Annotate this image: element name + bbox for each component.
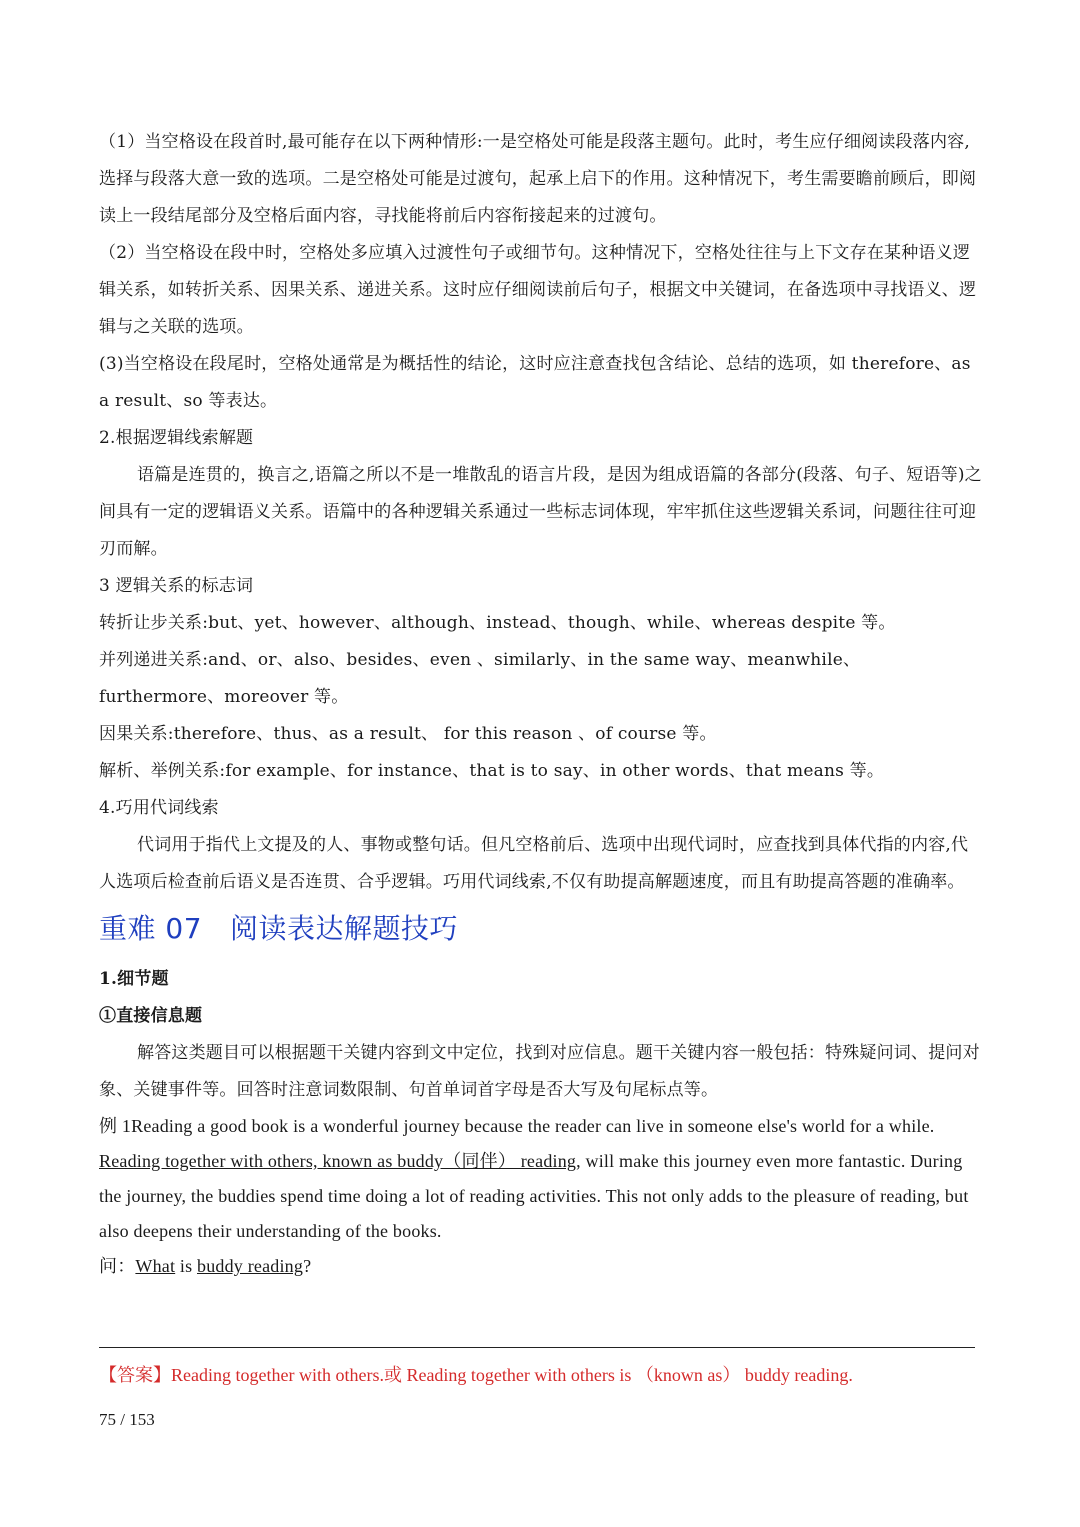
paragraph-logic-clues: 语篇是连贯的，换言之,语篇之所以不是一堆散乱的语言片段，是因为组成语篇的各部分(段落、句子、短语等)之间具有一定的逻辑语义关系。语篇中的各种逻辑关系通过一些标志词体现，牢牢抓住这些逻辑关系词，问题往往可迎刃而解。 [99, 465, 982, 559]
paragraph-pronoun-clues: 代词用于指代上文提及的人、事物或整句话。但凡空格前后、选项中出现代词时，应查找到具体代指的内容,代人选项后检查前后语义是否连贯、合乎逻辑。巧用代词线索,不仅有助提高解题速度，而且有助提高答题的准确率。 [99, 835, 969, 892]
paragraph-position-middle: （2）当空格设在段中时，空格处多应填入过渡性句子或细节句。这种情况下，空格处往往与上下文存在某种语义逻辑关系，如转折关系、因果关系、递进关系。这时应仔细阅读前后句子，根据文中关键词，在备选项中寻找语义、逻辑与之关联的选项。 [99, 243, 977, 337]
example-sentence-1: Reading a good book is a wonderful journey because the reader can live in someone else's world for a while. [131, 1116, 935, 1136]
subheading-pronoun-clues: 4.巧用代词线索 [99, 798, 219, 818]
example-passage [99, 1109, 983, 1249]
paragraph-direct-info: 解答这类题目可以根据题干关键内容到文中定位，找到对应信息。题干关键内容一般包括：特殊疑问词、提问对象、关键事件等。回答时注意词数限制、句首单词首字母是否大写及句尾标点等。 [99, 1043, 980, 1100]
marker-words-cause: 因果关系:therefore、thus、as a result、 for this reason 、of course 等。 [99, 724, 717, 744]
marker-words-example: 解析、举例关系:for example、for instance、that is to say、in other words、that means 等。 [99, 761, 885, 781]
section-heading [99, 909, 983, 949]
marker-words-progression: 并列递进关系:and、or、also、besides、even 、similarly、in the same way、meanwhile、furthermore、moreover 等。 [99, 650, 861, 707]
example-underlined-phrase: Reading together with others, known as buddy（同伴） reading [99, 1151, 577, 1171]
paragraph-position-start: （1）当空格设在段首时,最可能存在以下两种情形:一是空格处可能是段落主题句。此时，考生应仔细阅读段落内容,选择与段落大意一致的选项。二是空格处可能是过渡句，起承上启下的作用。这种情况下，考生需要瞻前顾后，即阅读上一段结尾部分及空格后面内容，寻找能将前后内容衔接起来的过渡句。 [99, 132, 977, 226]
question-word-what: What [135, 1256, 176, 1276]
subheading-logic-clues: 2.根据逻辑线索解题 [99, 428, 254, 448]
section-title: 阅读表达解题技巧 [230, 912, 459, 945]
subheading-marker-words: 3 逻辑关系的标志词 [99, 576, 254, 596]
subheading-direct-info: ①直接信息题 [99, 1006, 203, 1026]
paragraph-position-end: (3)当空格设在段尾时，空格处通常是为概括性的结论，这时应注意查找包含结论、总结的选项，如 therefore、as a result、so 等表达。 [99, 354, 971, 411]
example-prefix: 例 1 [99, 1116, 132, 1136]
example-question [99, 1249, 983, 1284]
example-sentence-2: , will make this journey even more fantastic. During the journey, the buddies spend time doing a lot of reading activities. This not only adds to the pleasure of reading, but also deepens their understanding of the books. [99, 1151, 969, 1241]
question-prefix: 问： [99, 1256, 136, 1276]
subheading-detail-questions: 1.细节题 [99, 969, 169, 989]
section-number: 重难 07 [99, 912, 203, 945]
question-word-is: is [175, 1256, 197, 1276]
question-end: ? [303, 1256, 312, 1276]
page-number: 75 / 153 [99, 1410, 155, 1429]
marker-words-concession: 转折让步关系:but、yet、however、although、instead、though、while、whereas despite 等。 [99, 613, 896, 633]
question-word-buddy-reading: buddy reading [197, 1256, 304, 1276]
answer-line: 【答案】Reading together with others.或 Reading together with others is （known as） buddy reading. [99, 1365, 853, 1385]
answer-divider [99, 1347, 975, 1348]
page-content [99, 124, 983, 1284]
